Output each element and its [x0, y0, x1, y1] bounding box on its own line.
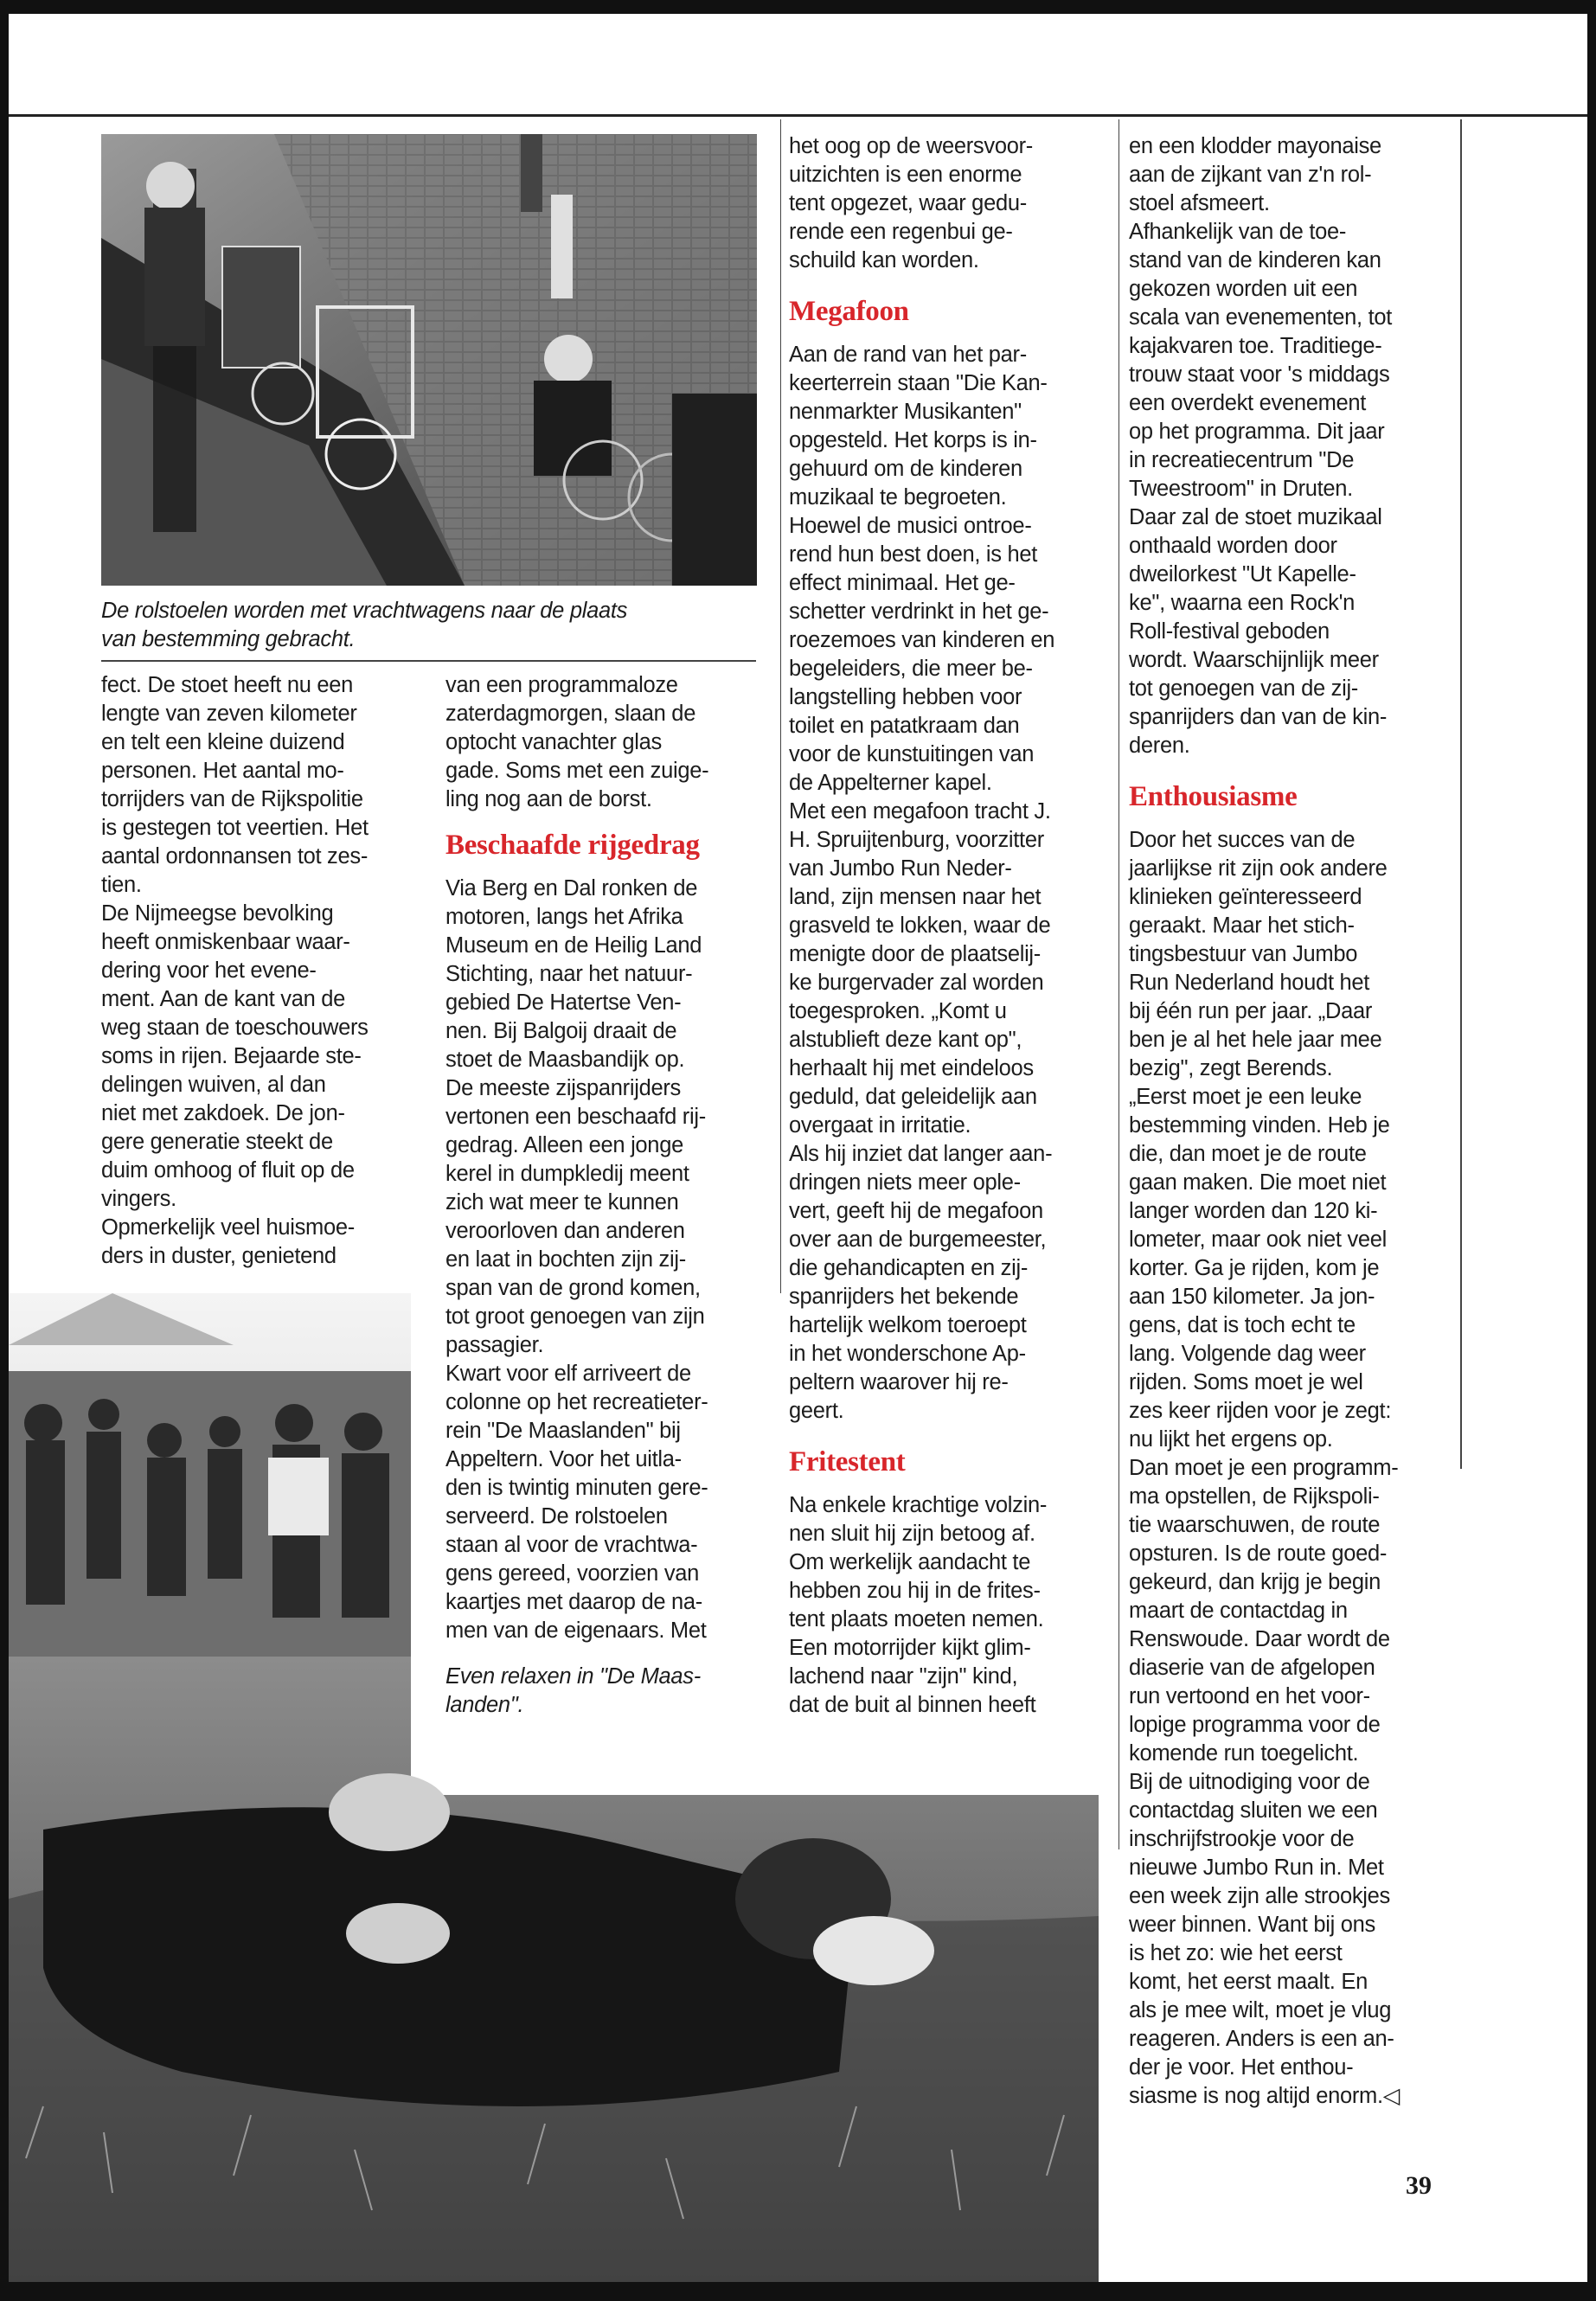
heading-beschaafde-rijgedrag: Beschaafde rijgedrag [445, 830, 700, 861]
column-2-intro: van een programmaloze zaterdagmorgen, slaan de optocht vanachter glas gade. Soms met een zuige- ling nog aan de borst. [445, 673, 709, 811]
column-2 [445, 671, 766, 1720]
page-number: 39 [1406, 2171, 1432, 2200]
end-mark-icon: ◁ [1382, 2084, 1401, 2108]
column-3 [789, 132, 1113, 1720]
column-4-intro: en een klodder mayonaise aan de zijkant van z'n rol- stoel afsmeert. Afhankelijk van de toe- stand van de kinderen kan gekozen worden uit een scala van evenementen, tot kajakvaren toe. Traditiege- trouw staat voor 's middags een overdekt evenement op het programma. Dit jaar in recreatiecentrum "De Tweestroom" in Druten. Daar zal de stoet muzikaal onthaald worden door dweilorkest "Ut Kapelle- ke", waarna een Rock'n Roll-festival geboden wordt. Waarschijnlijk meer tot genoegen van de zij- spanrijders dan van de kin- deren. [1129, 134, 1393, 758]
caption-text: De rolstoelen worden met vrachtwagens naar de plaats van bestemming gebracht. [101, 599, 628, 651]
column-1 [101, 671, 413, 1271]
column-3-intro: het oog op de weersvoor- uitzichten is een enorme tent opgezet, waar gedu- rende een regenbui ge- schuild kan worden. [789, 134, 1033, 272]
column-3-body-1: Aan de rand van het par- keerterrein staan "Die Kan- nenmarkter Musikanten" opgesteld. Het korps is in- gehuurd om de kinderen muzikaal te begroeten. Hoewel de musici ontroe- rend hun best doen, is het effect minimaal. Het ge- schetter verdrinkt in het ge- roezemoes van kinderen en begeleiders, die meer be- langstelling hebben voor toilet en patatkraam dan voor de kunstuitingen van de Appelterner kapel. Met een megafoon tracht J. H. Spruijtenburg, voorzitter van Jumbo Run Neder- land, zijn mensen naar het grasveld te lokken, waar de menigte door de plaatselij- ke burgervader zal worden toegesproken. „Komt u alstublieft deze kant op", herhaalt hij met eindeloos geduld, dat geleidelijk aan overgaat in irritatie. Als hij inziet dat langer aan- dringen niets meer ople- vert, geeft hij de megafoon over aan de burgemeester, die gehandicapten en zij- spanrijders het bekende hartelijk welkom toeroept in het wonderschone Ap- peltern waarover hij re- geert. [789, 343, 1055, 1423]
page-border-right [1587, 0, 1596, 2301]
column-4-body-text: Door het succes van de jaarlijkse rit zijn ook andere klinieken geïnteresseerd geraakt. Maar het stich- tingsbestuur van Jumbo Run Nederland houdt het bij één run per jaar. „Daar ben je al het hele jaar mee bezig", zegt Berends. „Eerst moet je een leuke bestemming vinden. Heb je die, dan moet je de route gaan maken. Die moet niet langer worden dan 120 ki- lometer, maar ook niet veel korter. Ga je rijden, kom je aan 150 kilometer. Ja jon- gens, dat is toch echt te lang. Volgende dag weer rijden. Soms moet je wel zes keer rijden voor je zegt: nu lijkt het ergens op. Dan moet je een programm- ma opstellen, de Rijkspoli- tie waarschuwen, de route opsturen. Is de route goed- gekeurd, dan krijg je begin maart de contactdag in Renswoude. Daar wordt de diaserie van de afgelopen run vertoond en het voor- lopige programma voor de komende run toegelicht. Bij de uitnodiging voor de contactdag sluiten we een inschrijfstrookje voor de nieuwe Jumbo Run in. Met een week zijn alle strookjes weer binnen. Want bij ons is het zo: wie het eerst komt, het eerst maalt. En als je mee wilt, moet je vlug reageren. Anders is een an- der je voor. Het enthou- siasme is nog altijd enorm. [1129, 828, 1399, 2108]
page-border-top [0, 0, 1596, 14]
column-1-text: fect. De stoet heeft nu een lengte van zeven kilometer en telt een kleine duizend personen. Het aantal mo- torrijders van de Rijkspolitie is gestegen tot veertien. Het aantal ordonnansen tot zes- tien. De Nijmeegse bevolking heeft onmiskenbaar waar- dering voor het evene- ment. Aan de kant van de weg staan de toeschouwers soms in rijen. Bejaarde ste- delingen wuiven, al dan niet met zakdoek. De jon- gere generatie steekt de duim omhoog of fluit op de vingers. Opmerkelijk veel huismoe- ders in duster, genietend [101, 673, 369, 1268]
caption-rule [101, 660, 756, 662]
column-2-body: Via Berg en Dal ronken de motoren, langs het Afrika Museum en de Heilig Land Stichting, naar het natuur- gebied De Hatertse Ven- nen. Bij Balgoij draait de stoet de Maasbandijk op. De meeste zijspanrijders vertonen een beschaafd rij- gedrag. Alleen een jonge kerel in dumpkledij meent zich wat meer te kunnen veroorloven dan anderen en laat in bochten zijn zij- span van de grond komen, tot groot genoegen van zijn passagier. Kwart voor elf arriveert de colonne op het recreatieter- rein "De Maaslanden" bij Appeltern. Voor het uitla- den is twintig minuten gere- serveerd. De rolstoelen staan al voor de vrachtwa- gens gereed, voorzien van kaartjes met daarop de na- men van de eigenaars. Met [445, 876, 708, 1643]
photo-caption-bottom: Even relaxen in "De Maas- landen". [445, 1664, 701, 1717]
page-border-left [0, 0, 9, 2301]
heading-megafoon: Megafoon [789, 296, 909, 327]
column-rule-4 [1118, 119, 1119, 1849]
heading-fritestent: Fritestent [789, 1446, 906, 1477]
page-border-bottom [0, 2282, 1596, 2301]
photo-caption-top [101, 597, 759, 654]
header-rule [9, 114, 1587, 117]
column-4-body [1129, 826, 1466, 2111]
column-3-body-2: Na enkele krachtige volzin- nen sluit hij zijn betoog af. Om werkelijk aandacht te hebben zou hij in de frites- tent plaats moeten nemen. Een motorrijder kijkt glim- lachend naar "zijn" kind, dat de buit al binnen heeft [789, 1493, 1048, 1717]
heading-enthousiasme: Enthousiasme [1129, 781, 1298, 812]
photo-wheelchairs-unloaded [101, 134, 757, 586]
column-4 [1129, 132, 1466, 2111]
